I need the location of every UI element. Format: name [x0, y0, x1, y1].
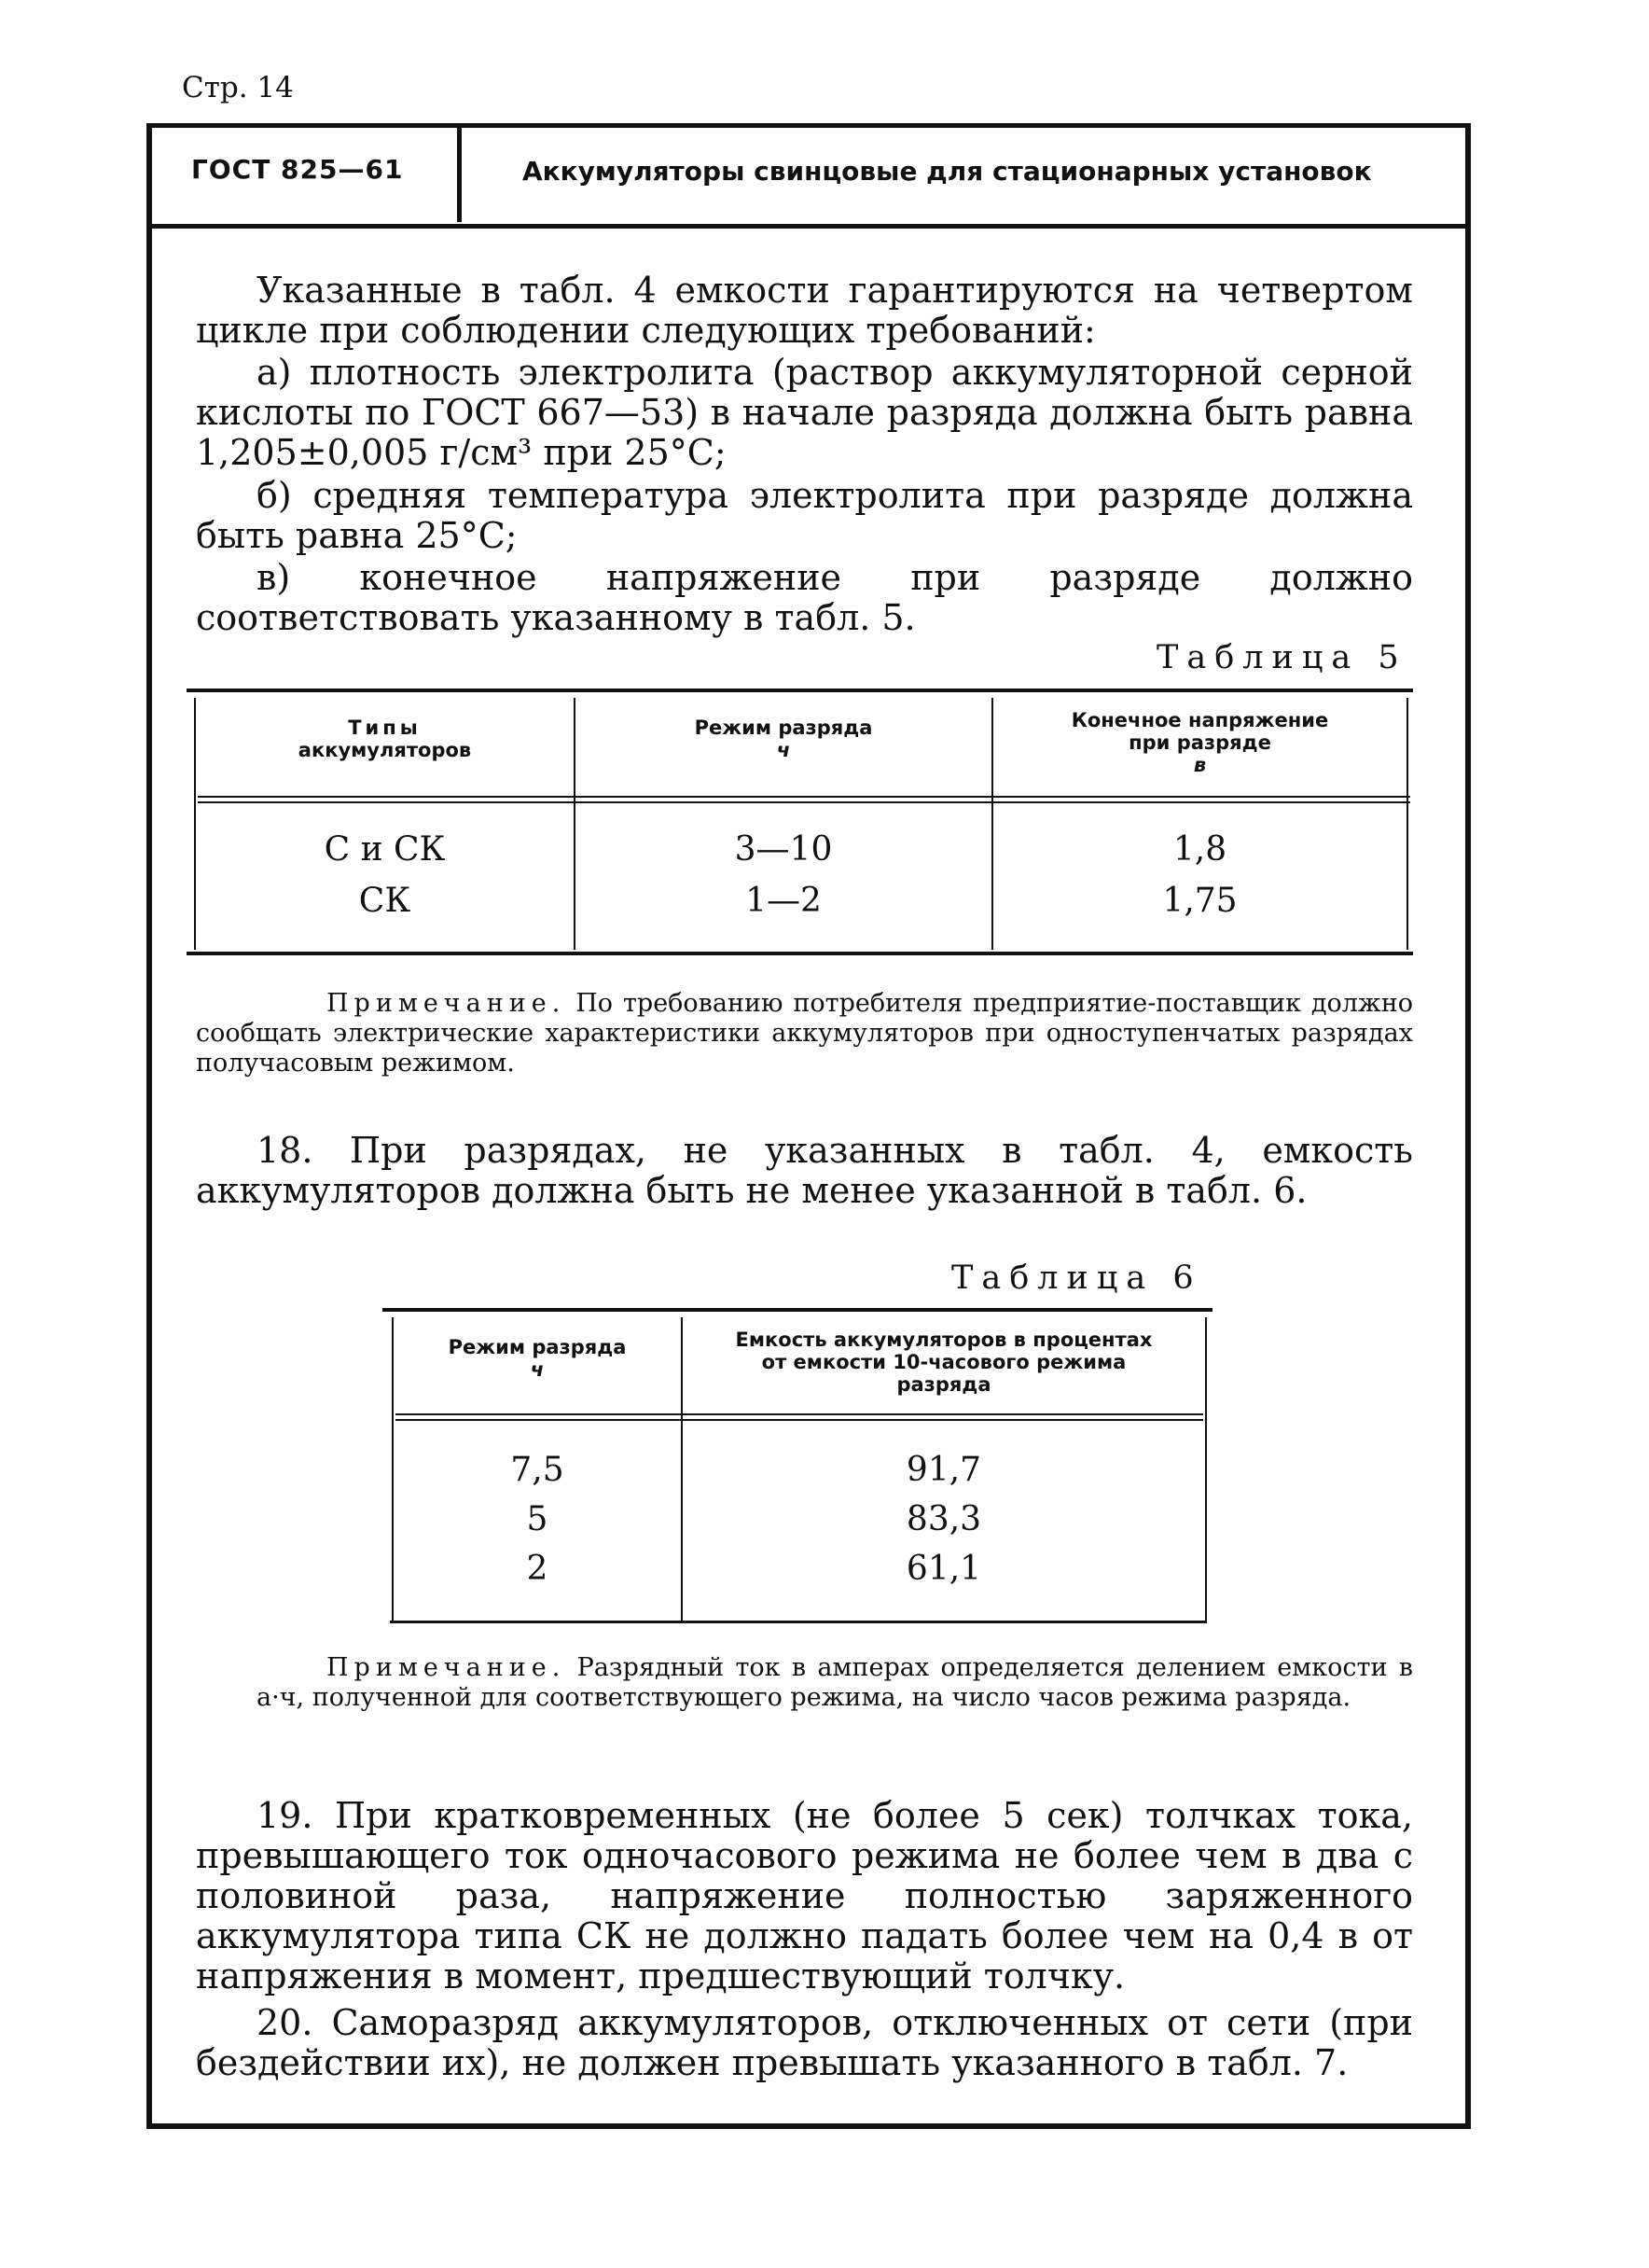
table6-right-border: [1205, 1317, 1207, 1621]
table5-cell: 1—2: [745, 882, 822, 920]
table6-cell: 91,7: [906, 1451, 982, 1489]
table5-header-mode: Режим разряда ч: [694, 717, 873, 761]
paragraph-19: 19. При кратковременных (не более 5 сек) толчках тока, превышающего ток одночасового режима не более чем в два с половиной раза, напряжение полностью заряженного аккумулятора типа СК не должно падать более чем на 0,4 в от напряжения в момент, предшествующий толчку.: [196, 1795, 1413, 1997]
table5-bottom-rule: [187, 952, 1413, 955]
page-number: Стр. 14: [182, 71, 294, 104]
table5-cell: С и СК: [324, 830, 446, 869]
table6-header-rule: [395, 1419, 1203, 1421]
document-title: Аккумуляторы свинцовые для стационарных установок: [522, 156, 1372, 187]
table5-header-voltage: Конечное напряжение при разряде в: [1071, 709, 1329, 776]
requirement-c: в) конечное напряжение при разряде должно соответствовать указанному в табл. 5.: [196, 557, 1413, 638]
table5-header-rule: [198, 801, 1410, 803]
table5-note: Примечание. По требованию потребителя предприятие-поставщик должно сообщать электрические характеристики аккумуляторов при одноступенчатых разрядах получасовым режимом.: [196, 989, 1413, 1078]
table5-caption: Таблица 5: [1157, 639, 1407, 676]
table5-top-rule: [187, 689, 1413, 692]
table6-note: Примечание. Разрядный ток в амперах определяется делением емкости в а·ч, полученной для соответствующего режима, на число часов режима разряда.: [256, 1653, 1413, 1712]
table6-bottom-rule: [390, 1621, 1207, 1623]
table6-top-rule: [382, 1308, 1212, 1312]
table6-cell: 7,5: [510, 1451, 564, 1489]
table6-header-rule: [395, 1413, 1203, 1415]
table5-cell: 1,8: [1172, 830, 1227, 869]
standard-number: ГОСТ 825—61: [191, 154, 404, 185]
table5-cell: СК: [358, 882, 411, 920]
intro-paragraph: Указанные в табл. 4 емкости гарантируются на четвертом цикле при соблюдении следующих требований:: [196, 270, 1413, 351]
table6-header-capacity: Емкость аккумуляторов в процентах от емкости 10-часового режима разряда: [735, 1329, 1153, 1396]
requirement-b: б) средняя температура электролита при разряде должна быть равна 25°С;: [196, 475, 1413, 556]
table5-cell: 1,75: [1162, 882, 1238, 920]
table6-caption: Таблица 6: [951, 1259, 1202, 1297]
table6-cell: 61,1: [906, 1550, 982, 1588]
header-separator: [457, 123, 462, 222]
requirement-a: а) плотность электролита (раствор аккумуляторной серной кислоты по ГОСТ 667—53) в начале разряда должна быть равна 1,205±0,005 г/см³ при 25°С;: [196, 352, 1413, 473]
table6-cell: 5: [526, 1500, 548, 1538]
paragraph-18: 18. При разрядах, не указанных в табл. 4, емкость аккумуляторов должна быть не менее указанной в табл. 6.: [196, 1130, 1413, 1211]
table6-cell: 83,3: [906, 1500, 982, 1538]
paragraph-20: 20. Саморазряд аккумуляторов, отключенных от сети (при бездействии их), не должен превышать указанного в табл. 7.: [196, 2002, 1413, 2083]
table6-cell: 2: [526, 1550, 548, 1588]
table5-header-rule: [198, 796, 1410, 798]
header-rule: [149, 224, 1467, 229]
table6-header-mode: Режим разряда ч: [448, 1336, 627, 1381]
table5-right-border: [1406, 698, 1408, 950]
table5-header-type: Типы аккумуляторов: [298, 717, 472, 761]
table5-cell: 3—10: [734, 830, 833, 869]
